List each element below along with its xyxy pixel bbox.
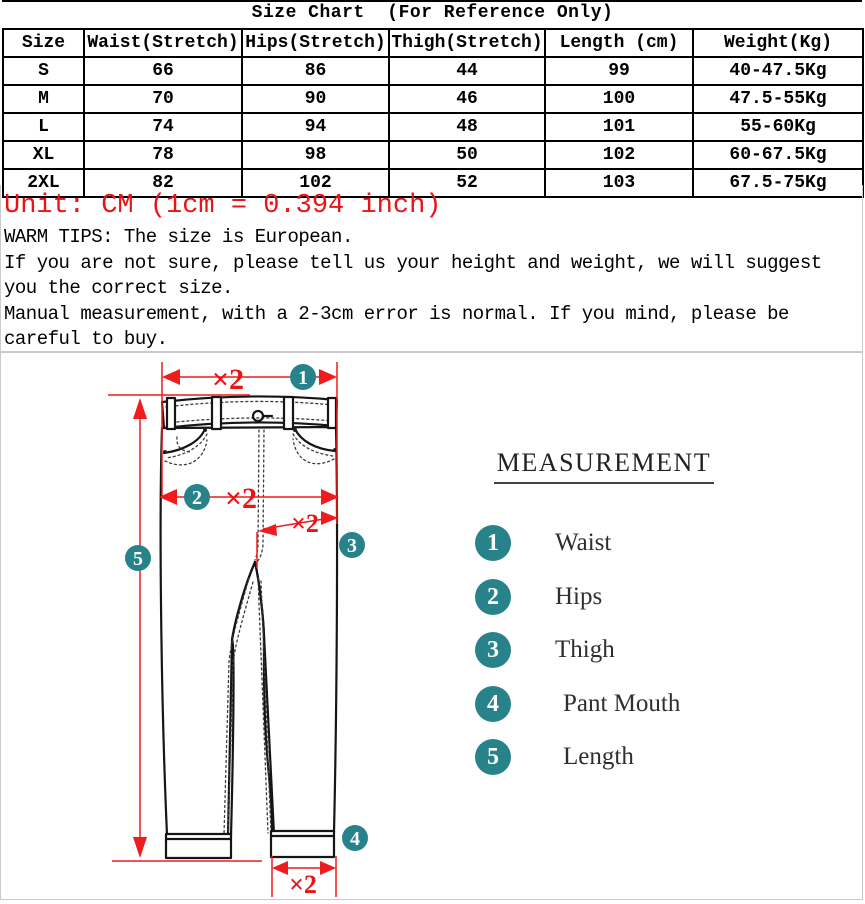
cell-waist: 74 (84, 113, 242, 141)
table-row (3, 113, 863, 141)
cell-waist: 70 (84, 85, 242, 113)
legend-badge-1: 1 (475, 525, 511, 561)
col-header-length: Length (cm) (545, 29, 693, 57)
col-header-thigh: Thigh(Stretch) (389, 29, 545, 57)
pants-drawing (161, 396, 337, 858)
cell-hips: 98 (242, 141, 389, 169)
legend-label: Waist (555, 529, 612, 556)
col-header-hips: Hips(Stretch) (242, 29, 389, 57)
svg-text:5: 5 (133, 548, 143, 570)
cell-size: XL (3, 141, 84, 169)
cell-thigh: 50 (389, 141, 545, 169)
svg-text:4: 4 (350, 828, 360, 850)
cell-thigh: 46 (389, 85, 545, 113)
legend-title: MEASUREMENT (494, 448, 714, 484)
pant-mouth-x2-label: ×2 (289, 870, 317, 899)
legend-label: Thigh (555, 636, 615, 663)
hips-x2-label: ×2 (224, 482, 258, 515)
marker-pant-mouth (342, 825, 368, 851)
cell-hips: 90 (242, 85, 389, 113)
cell-size: M (3, 85, 84, 113)
col-header-size: Size (3, 29, 84, 57)
unit-note: Unit: CM (1cm = 0.394 inch) (4, 191, 442, 221)
cell-hips: 86 (242, 57, 389, 85)
legend-label: Pant Mouth (563, 690, 681, 717)
table-row (3, 85, 863, 113)
cell-weight: 60-67.5Kg (693, 141, 863, 169)
page-title: Size Chart (For Reference Only) (251, 3, 614, 23)
svg-text:2: 2 (192, 487, 202, 509)
col-header-weight: Weight(Kg) (693, 29, 863, 57)
tips-line: careful to buy. (4, 328, 168, 351)
legend-badge-2: 2 (475, 579, 511, 615)
cell-hips: 94 (242, 113, 389, 141)
pant-mouth-measure-arrow (272, 856, 336, 899)
cell-weight: 67.5-75Kg (693, 169, 863, 197)
waist-x2-label: ×2 (211, 363, 245, 396)
cell-thigh: 52 (389, 169, 545, 197)
table-row (3, 141, 863, 169)
thigh-x2-label: ×2 (291, 509, 319, 538)
cell-waist: 66 (84, 57, 242, 85)
legend-label: Length (563, 743, 634, 770)
legend-badge-5: 5 (475, 739, 511, 775)
legend-item-length (475, 739, 634, 775)
legend-label: Hips (555, 583, 603, 610)
cell-hips: 102 (242, 169, 389, 197)
col-header-waist: Waist(Stretch) (84, 29, 242, 57)
cell-thigh: 44 (389, 57, 545, 85)
cell-size: 2XL (3, 169, 84, 197)
cell-waist: 78 (84, 141, 242, 169)
tips-line: If you are not sure, please tell us your height and weight, we will suggest (4, 251, 822, 274)
marker-length (125, 545, 151, 571)
tips-line: Manual measurement, with a 2-3cm error is normal. If you mind, please be (4, 302, 789, 325)
cell-length: 102 (545, 141, 693, 169)
cell-weight: 47.5-55Kg (693, 85, 863, 113)
legend-item-hips (475, 579, 602, 615)
marker-waist (290, 364, 316, 390)
warm-tips (4, 225, 822, 353)
cell-length: 99 (545, 57, 693, 85)
legend-item-thigh (475, 632, 615, 668)
cell-weight: 40-47.5Kg (693, 57, 863, 85)
marker-hips (184, 484, 210, 510)
cell-length: 100 (545, 85, 693, 113)
svg-text:3: 3 (347, 535, 357, 557)
cell-length: 103 (545, 169, 693, 197)
cell-thigh: 48 (389, 113, 545, 141)
tips-line: you the correct size. (4, 277, 233, 300)
legend-badge-3: 3 (475, 632, 511, 668)
top-divider (2, 0, 862, 2)
marker-thigh (339, 532, 365, 558)
tips-line: WARM TIPS: The size is European. (4, 226, 353, 248)
legend-item-pant-mouth (475, 686, 680, 722)
table-header-row (3, 29, 863, 57)
cell-waist: 82 (84, 169, 242, 197)
cell-size: S (3, 57, 84, 85)
svg-text:1: 1 (298, 367, 308, 389)
table-row (3, 57, 863, 85)
legend-item-waist (475, 525, 611, 561)
cell-length: 101 (545, 113, 693, 141)
pants-measurement-diagram (0, 352, 865, 904)
cell-size: L (3, 113, 84, 141)
legend-badge-4: 4 (475, 686, 511, 722)
size-table (2, 28, 864, 198)
cell-weight: 55-60Kg (693, 113, 863, 141)
